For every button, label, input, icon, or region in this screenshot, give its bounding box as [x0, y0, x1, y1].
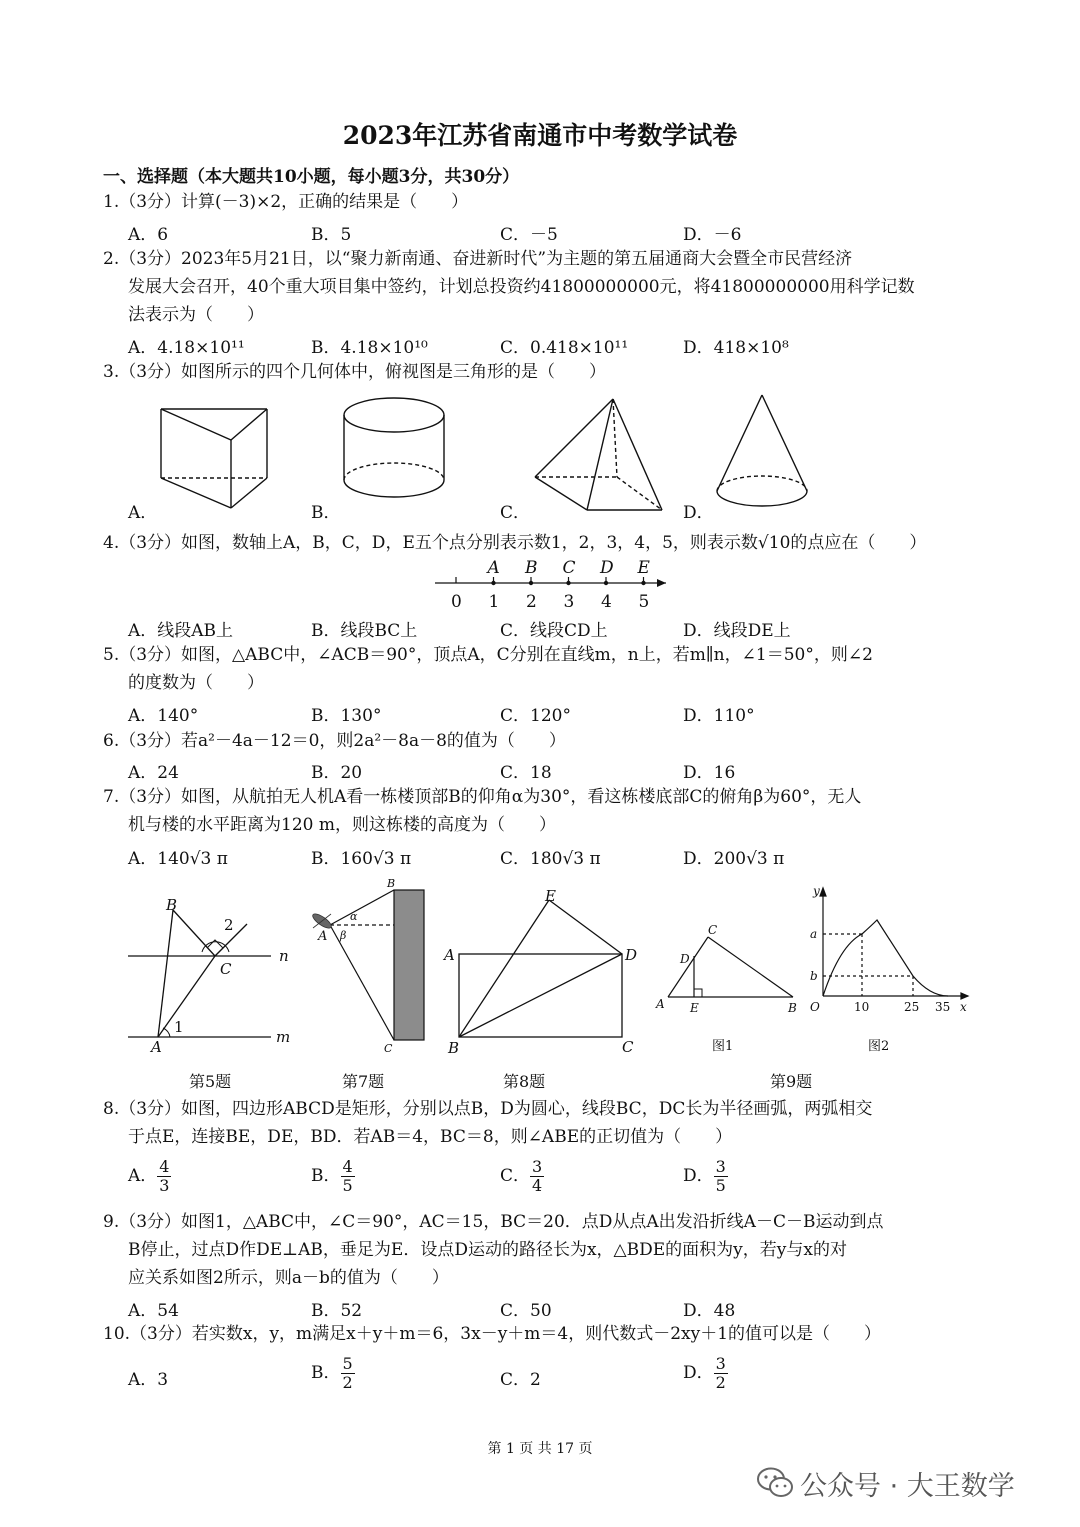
number-line-figure [0, 555, 1080, 615]
q9-fig2-label-x: x [960, 1000, 967, 1014]
solids-figure [0, 385, 1080, 515]
number-line-point [604, 581, 608, 585]
q5-option-c: C．120° [500, 706, 571, 726]
question-6-text: 6.（3分）若a²－4a－12＝0，则2a²－8a－8的值为（ ） [103, 731, 566, 751]
number-line-point-label: E [637, 558, 650, 578]
q9-fig2-caption: 图2 [868, 1039, 890, 1054]
q5-option-a: A．140° [128, 706, 199, 726]
number-line-tick-label: 4 [601, 592, 612, 612]
q5-option-d: D．110° [683, 706, 755, 726]
q6-option-b: B．20 [311, 763, 363, 783]
q8-label-b: B [448, 1039, 460, 1057]
number-line-tick-label: 2 [526, 592, 537, 612]
q7-label-alpha: α [350, 910, 358, 923]
q9-option-a: A．54 [128, 1301, 179, 1321]
q9-fig1-label-e: E [690, 1001, 699, 1015]
q9-fig2-label-a: a [810, 927, 818, 941]
q4-option-a: A．线段AB上 [128, 621, 234, 641]
q7-label-beta: β [340, 929, 347, 942]
question-8-line-2: 于点E，连接BE，DE，BD．若AB＝4，BC＝8，则∠ABE的正切值为（ ） [128, 1127, 733, 1147]
q9-fig1-label-c: C [708, 923, 718, 937]
q7-label-b: B [387, 877, 396, 890]
caption-q7: 第7题 [342, 1072, 385, 1091]
question-10-text: 10.（3分）若实数x，y，m满足x＋y＋m＝6，3x－y＋m＝4，则代数式－2xy＋1的值可以是（ ） [103, 1324, 882, 1344]
q6-option-c: C．18 [500, 763, 552, 783]
question-2-line-3: 法表示为（ ） [128, 305, 264, 325]
q5-label-1: 1 [174, 1018, 184, 1036]
q6-option-a: A．24 [128, 763, 179, 783]
q4-option-b: B．线段BC上 [311, 621, 418, 641]
q8-label-e: E [545, 887, 556, 905]
q5-option-b: B．130° [311, 706, 382, 726]
page-footer: 第 1 页 共 17 页 [487, 1441, 593, 1457]
cylinder-drawing [344, 398, 444, 497]
figure-q8 [459, 900, 622, 1037]
q3-option-b: B． [311, 503, 341, 523]
question-9-line-2: B停止，过点D作DE⊥AB，垂足为E．设点D运动的路径长为x，△BDE的面积为y，若y与x的对 [128, 1240, 847, 1260]
q2-option-b: B．4.18×10¹⁰ [311, 338, 428, 358]
number-line-tick-label: 5 [638, 592, 650, 612]
number-line-tick-label: 0 [451, 592, 462, 612]
q5-label-c: C [220, 960, 232, 978]
q1-option-c: C．－5 [500, 225, 558, 245]
figure-q9-fig1 [668, 937, 793, 997]
watermark: 公众号 · 大王数学 [800, 1471, 1015, 1502]
figure-q5 [128, 910, 271, 1037]
caption-q9: 第9题 [770, 1072, 813, 1091]
q8-label-d: D [625, 946, 638, 964]
question-2-line-2: 发展大会召开，40个重大项目集中签约，计划总投资约41800000000元，将41800000000用科学记数 [128, 277, 915, 297]
q9-fig2-label-o: O [810, 1000, 820, 1014]
wechat-icon [756, 1466, 796, 1500]
q8-option-a: A． $\frac{4}{3}$ [128, 1157, 170, 1195]
q9-fig2-tick-25: 25 [904, 1000, 920, 1014]
q7-option-d: D．200√3 π [683, 849, 785, 869]
section-heading: 一、选择题（本大题共10小题，每小题3分，共30分） [103, 167, 520, 187]
q7-option-b: B．160√3 π [311, 849, 412, 869]
q8-option-c: C． $\frac{3}{4}$ [500, 1157, 543, 1195]
number-line-point [641, 581, 645, 585]
question-1-text: 1.（3分）计算(－3)×2，正确的结果是（ ） [103, 192, 469, 212]
q5-label-m: m [276, 1028, 291, 1046]
q6-option-d: D．16 [683, 763, 736, 783]
q7-option-c: C．180√3 π [500, 849, 601, 869]
q7-option-a: A．140√3 π [128, 849, 228, 869]
question-5-line-1: 5.（3分）如图，△ABC中，∠ACB＝90°，顶点A，C分别在直线m，n上，若m∥n，∠1＝50°，则∠2 [103, 645, 873, 665]
q9-fig2-tick-10: 10 [854, 1000, 870, 1014]
question-5-line-2: 的度数为（ ） [128, 673, 264, 693]
question-3-text: 3.（3分）如图所示的四个几何体中，俯视图是三角形的是（ ） [103, 362, 607, 382]
q9-option-b: B．52 [311, 1301, 363, 1321]
q9-option-c: C．50 [500, 1301, 552, 1321]
q1-option-b: B．5 [311, 225, 352, 245]
figure-q7 [330, 890, 424, 1040]
q1-option-a: A．6 [128, 225, 169, 245]
question-9-line-3: 应关系如图2所示，则a－b的值为（ ） [128, 1268, 449, 1288]
caption-q5: 第5题 [189, 1072, 232, 1091]
q3-option-c: C． [500, 503, 531, 523]
q10-option-a: A．3 [128, 1370, 169, 1390]
q9-fig2-tick-35: 35 [935, 1000, 951, 1014]
number-line-tick-label: 1 [488, 592, 500, 612]
caption-q8: 第8题 [503, 1072, 546, 1091]
question-7-line-2: 机与楼的水平距离为120 m，则这栋楼的高度为（ ） [128, 815, 556, 835]
q9-fig2-label-b: b [810, 969, 818, 983]
q2-option-a: A．4.18×10¹¹ [128, 338, 245, 358]
q4-option-d: D．线段DE上 [683, 621, 791, 641]
q8-option-b: B． $\frac{4}{5}$ [311, 1157, 353, 1195]
q3-option-d: D． [683, 503, 714, 523]
question-9-line-1: 9.（3分）如图1，△ABC中，∠C＝90°，AC＝15，BC＝20．点D从点A出发沿折线A－C－B运动到点 [103, 1212, 884, 1232]
question-7-line-1: 7.（3分）如图，从航拍无人机A看一栋楼顶部B的仰角α为30°，看这栋楼底部C的俯角β为60°，无人 [103, 787, 862, 807]
q9-fig1-caption: 图1 [712, 1039, 734, 1054]
q9-fig1-label-b: B [788, 1001, 797, 1015]
q8-option-d: D． $\frac{3}{5}$ [683, 1157, 726, 1195]
pyramid-drawing [535, 399, 662, 510]
number-line-point-label: C [562, 558, 576, 578]
figure-q9-fig2 [820, 888, 968, 999]
number-line-point-label: A [487, 558, 500, 578]
drone-icon [311, 911, 334, 930]
q5-label-a: A [151, 1038, 162, 1056]
figures-row [0, 870, 1080, 1070]
number-line-point [529, 581, 533, 585]
q2-option-d: D．418×10⁸ [683, 338, 789, 358]
number-line-point-label: D [600, 558, 614, 578]
cone-drawing [717, 395, 807, 506]
number-line-tick-label: 3 [563, 592, 575, 612]
number-line-point [566, 581, 570, 585]
q9-fig1-label-d: D [680, 952, 690, 966]
q5-label-n: n [279, 947, 289, 965]
q10-option-d: D． $\frac{3}{2}$ [683, 1354, 726, 1392]
q7-label-a: A [318, 929, 328, 944]
question-8-line-1: 8.（3分）如图，四边形ABCD是矩形，分别以点B，D为圆心，线段BC，DC长为半径画弧，两弧相交 [103, 1099, 873, 1119]
question-2-line-1: 2.（3分）2023年5月21日，以“聚力新南通、奋进新时代”为主题的第五届通商大会暨全市民营经济 [103, 249, 853, 269]
q4-option-c: C．线段CD上 [500, 621, 608, 641]
q7-label-c: C [384, 1042, 393, 1055]
number-line-point-label: B [525, 558, 538, 578]
q10-option-c: C．2 [500, 1370, 541, 1390]
q9-option-d: D．48 [683, 1301, 736, 1321]
page-title: 2023年江苏省南通市中考数学试卷 [342, 121, 738, 150]
q9-fig1-label-a: A [656, 997, 665, 1011]
q10-option-b: B． $\frac{5}{2}$ [311, 1354, 353, 1392]
number-line-point [491, 581, 495, 585]
question-4-text: 4.（3分）如图，数轴上A，B，C，D，E五个点分别表示数1，2，3，4，5，则表示数√10的点应在（ ） [103, 533, 927, 553]
q3-option-a: A． [128, 503, 158, 523]
triangular-prism-drawing [161, 409, 267, 508]
q2-option-c: C．0.418×10¹¹ [500, 338, 629, 358]
q9-fig2-label-y: y [813, 884, 820, 898]
q8-label-c: C [622, 1038, 634, 1056]
q5-label-b: B [166, 896, 178, 914]
q8-label-a: A [444, 946, 455, 964]
q5-label-2: 2 [224, 916, 234, 934]
q1-option-d: D．－6 [683, 225, 742, 245]
